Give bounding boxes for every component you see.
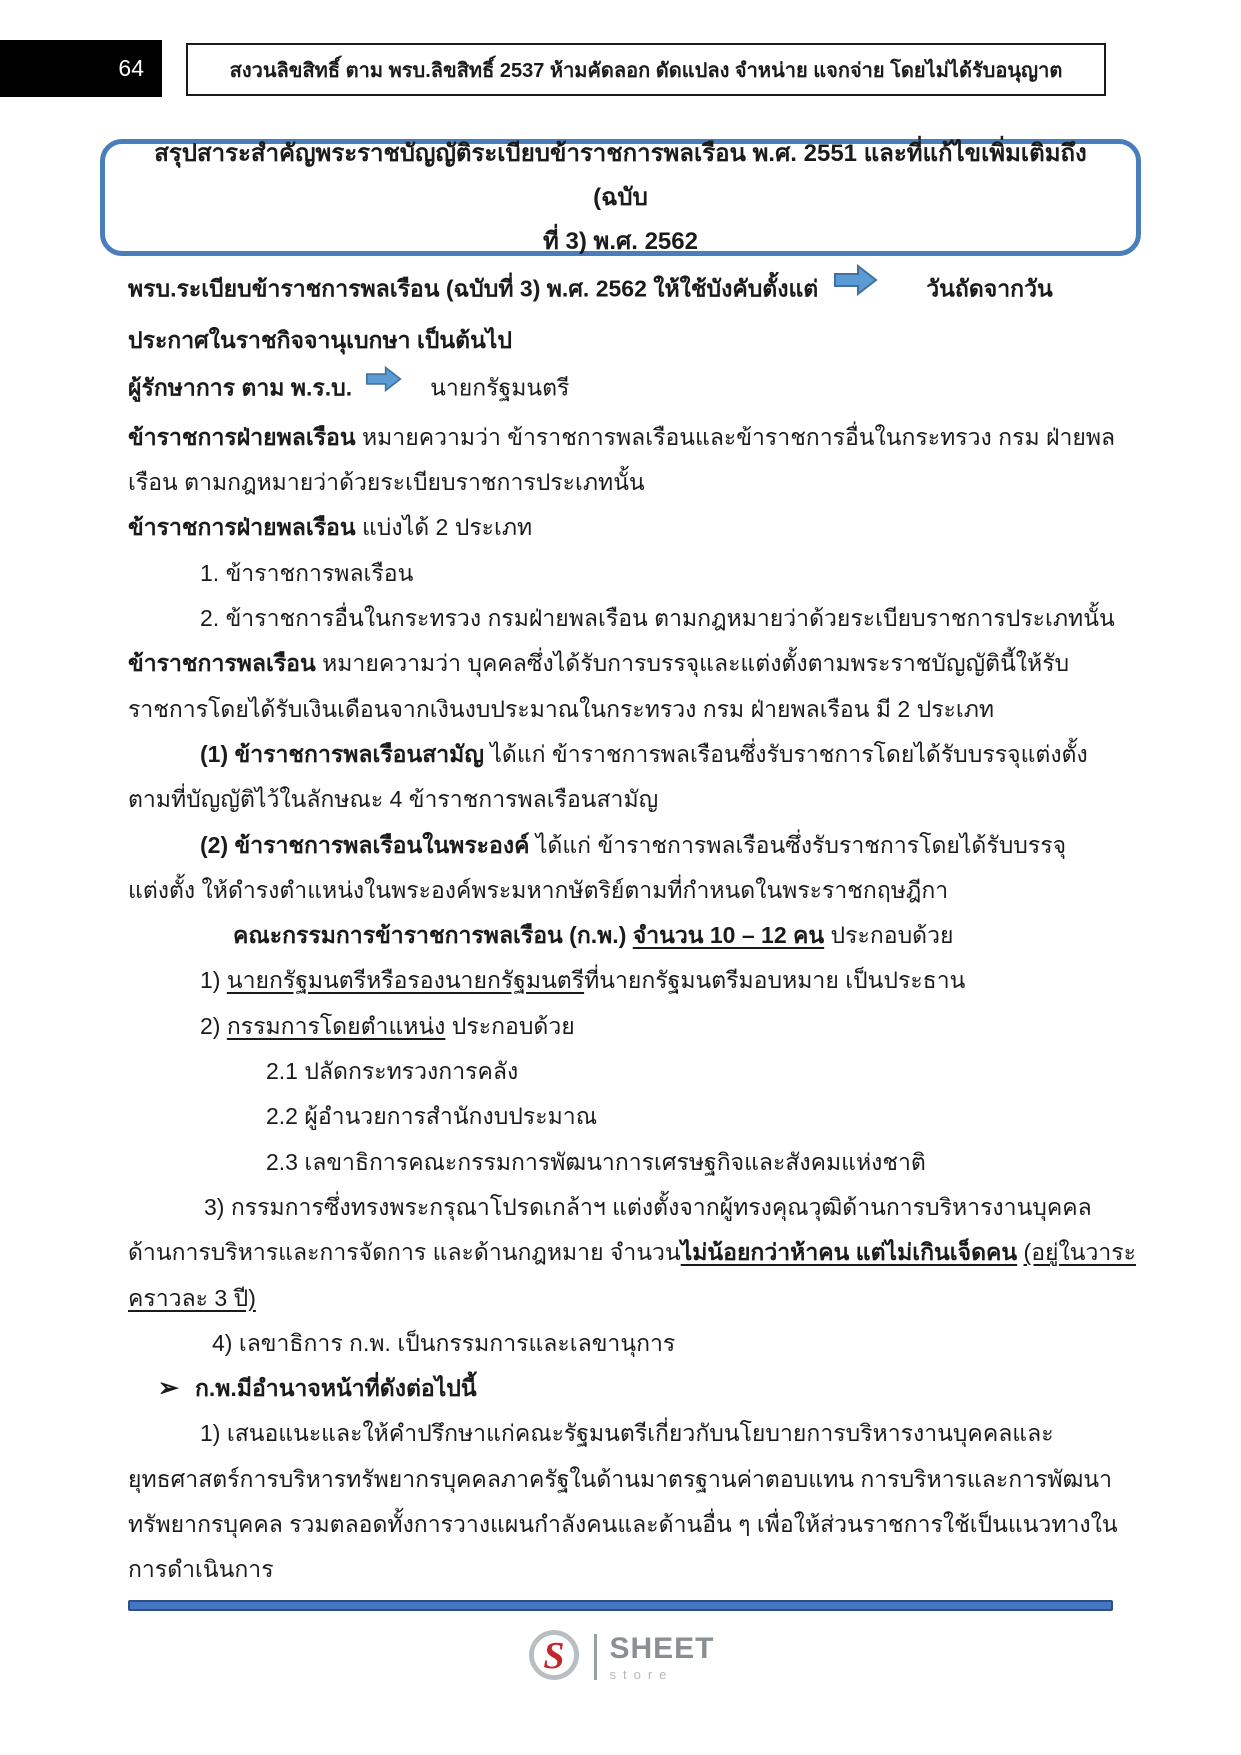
text-line: [128, 1004, 1118, 1049]
body-text: การดำเนินการ: [128, 1556, 274, 1583]
logo-subtitle: store: [609, 1666, 674, 1682]
text-line: [128, 687, 1118, 732]
logo-s-icon: [526, 1627, 582, 1688]
body-text: 3) กรรมการซึ่งทรงพระกรุณาโปรดเกล้าฯ แต่งตั้งจากผู้ทรงคุณวุฒิด้านการบริหารงานบุคคล: [204, 1193, 1092, 1220]
body-text: ข้าราชการพลเรือน: [128, 650, 316, 677]
body-text: แบ่งได้ 2 ประเภท: [355, 514, 533, 541]
body-text: คณะกรรมการข้าราชการพลเรือน (ก.พ.): [233, 922, 633, 949]
text-line: [128, 1502, 1118, 1547]
body-text: (2) ข้าราชการพลเรือนในพระองค์: [200, 831, 530, 858]
footer-divider: [128, 1600, 1113, 1611]
text-line: [128, 868, 1118, 913]
text-line: [128, 551, 1118, 596]
text-line: [128, 1140, 1118, 1185]
body-text: นายกรัฐมนตรี: [430, 374, 570, 401]
text-line: [128, 1049, 1118, 1094]
body-text: ประกอบด้วย: [824, 922, 954, 949]
body-text: 2.2 ผู้อำนวยการสำนักงบประมาณ: [266, 1103, 598, 1130]
body-text: 2.1 ปลัดกระทรวงการคลัง: [266, 1058, 519, 1085]
body-text: 4) เลขาธิการ ก.พ. เป็นกรรมการและเลขานุการ: [212, 1329, 676, 1356]
body-text: (อยู่ในวาระ: [1023, 1239, 1136, 1266]
body-text: ราชการโดยได้รับเงินเดือนจากเงินงบประมาณในกระทรวง กรม ฝ่ายพลเรือน มี 2 ประเภท: [128, 695, 995, 722]
body-text: 1. ข้าราชการพลเรือน: [200, 559, 414, 586]
body-text: (1) ข้าราชการพลเรือนสามัญ: [200, 740, 484, 767]
body-text: ข้าราชการฝ่ายพลเรือน: [128, 514, 356, 541]
body-text: จำนวน 10 – 12 คน: [632, 922, 825, 949]
text-line: [128, 596, 1118, 641]
text-line: [128, 1276, 1118, 1321]
text-line: [128, 364, 1118, 415]
text-line: [128, 1457, 1118, 1502]
body-text: แต่งตั้ง ให้ดำรงตำแหน่งในพระองค์พระมหากษัตริย์ตามที่กำหนดในพระราชกฤษฎีกา: [128, 876, 949, 903]
body-text: ตามที่บัญญัติไว้ในลักษณะ 4 ข้าราชการพลเรือนสามัญ: [128, 786, 659, 813]
title-box: [100, 139, 1141, 256]
body-text: ยุทธศาสตร์การบริหารทรัพยากรบุคคลภาครัฐในด้านมาตรฐานค่าตอบแทน การบริหารและการพัฒนา: [128, 1465, 1113, 1492]
page-number: [0, 40, 162, 97]
text-line: [128, 318, 1118, 363]
body-text: ทรัพยากรบุคคล รวมตลอดทั้งการวางแผนกำลังคนและด้านอื่น ๆ เพื่อให้ส่วนราชการใช้เป็นแนวทางใน: [128, 1511, 1118, 1538]
text-line: [128, 823, 1118, 868]
page-title-line2: ที่ 3) พ.ศ. 2562: [543, 227, 698, 255]
section-heading: ก.พ.มีอำนาจหน้าที่ดังต่อไปนี้: [194, 1375, 477, 1402]
text-line: [128, 641, 1118, 686]
body-text: พรบ.ระเบียบข้าราชการพลเรือน (ฉบับที่ 3) พ.ศ. 2562 ให้ใช้บังคับตั้งแต่: [128, 275, 819, 302]
document-body: [128, 263, 1136, 1593]
body-text: วันถัดจากวัน: [926, 275, 1053, 302]
body-text: 2): [200, 1012, 227, 1039]
text-line: [128, 1094, 1118, 1139]
body-text: ข้าราชการฝ่ายพลเรือน: [128, 423, 356, 450]
logo-divider: [594, 1634, 597, 1680]
copyright-text: สงวนลิขสิทธิ์ ตาม พรบ.ลิขสิทธิ์ 2537 ห้ามคัดลอก ดัดแปลง จำหน่าย แจกจ่าย โดยไม่ได้รับอนุญาต: [229, 59, 1063, 82]
logo-name: SHEET: [609, 1631, 715, 1665]
logo-text: [609, 1631, 715, 1682]
text-line: [128, 1185, 1118, 1230]
body-text: 1): [200, 967, 227, 994]
body-text: 2.3 เลขาธิการคณะกรรมการพัฒนาการเศรษฐกิจและสังคมแห่งชาติ: [266, 1148, 926, 1175]
body-text: ได้แก่ ข้าราชการพลเรือนซึ่งรับราชการโดยได้รับบรรจุแต่งตั้ง: [483, 740, 1088, 767]
body-text: ได้แก่ ข้าราชการพลเรือนซึ่งรับราชการโดยได้รับบรรจุ: [529, 831, 1067, 858]
body-text: ที่นายกรัฐมนตรีมอบหมาย เป็นประธาน: [584, 967, 966, 994]
text-line: [128, 958, 1118, 1003]
body-text: หมายความว่า บุคคลซึ่งได้รับการบรรจุและแต่งตั้งตามพระราชบัญญัตินี้ให้รับ: [315, 650, 1070, 677]
text-line: [128, 1321, 1118, 1366]
body-text: ประกอบด้วย: [445, 1012, 575, 1039]
text-line: [128, 732, 1118, 777]
arrow-right-icon: [366, 364, 402, 409]
text-line: [128, 505, 1118, 550]
text-line: [128, 1366, 1118, 1411]
body-text: ประกาศในราชกิจจานุเบกษา เป็นต้นไป: [128, 327, 512, 354]
bullet-arrow-icon: ➢: [158, 1374, 179, 1403]
page-title-line1: สรุปสาระสำคัญพระราชบัญญัติระเบียบข้าราชการพลเรือน พ.ศ. 2551 และที่แก้ไขเพิ่มเติมถึง (ฉบับ: [154, 139, 1087, 211]
text-line: [128, 913, 1118, 958]
svg-text:S: S: [543, 1634, 566, 1677]
text-line: [128, 777, 1118, 822]
body-text: 1) เสนอแนะและให้คำปรึกษาแก่คณะรัฐมนตรีเกี่ยวกับนโยบายการบริหารงานบุคคลและ: [200, 1420, 1054, 1447]
body-text: 2. ข้าราชการอื่นในกระทรวง กรมฝ่ายพลเรือน ตามกฎหมายว่าด้วยระเบียบราชการประเภทนั้น: [200, 605, 1115, 632]
body-text: กรรมการโดยตำแหน่ง: [226, 1012, 446, 1039]
copyright-box: [186, 43, 1106, 96]
page-number-label: 64: [118, 55, 144, 81]
body-text: ไม่น้อยกว่าห้าคน แต่ไม่เกินเจ็ดคน: [680, 1239, 1018, 1266]
body-text: นายกรัฐมนตรีหรือรองนายกรัฐมนตรี: [226, 967, 585, 994]
body-text: คราวละ 3 ปี): [128, 1284, 256, 1311]
body-text: ด้านการบริหารและการจัดการ และด้านกฎหมาย จำนวน: [128, 1239, 681, 1266]
text-line: [128, 1547, 1118, 1592]
text-line: [128, 1230, 1136, 1275]
text-line: [128, 460, 1118, 505]
body-text: ผู้รักษาการ ตาม พ.ร.บ.: [128, 374, 353, 401]
brand-logo: [0, 1622, 1241, 1692]
text-line: [128, 263, 1118, 318]
text-line: [128, 1411, 1118, 1456]
body-text: เรือน ตามกฎหมายว่าด้วยระเบียบราชการประเภทนั้น: [128, 469, 645, 496]
arrow-right-icon: [834, 263, 878, 312]
text-line: [128, 415, 1118, 460]
body-text: หมายความว่า ข้าราชการพลเรือนและข้าราชการอื่นในกระทรวง กรม ฝ่ายพล: [355, 423, 1116, 450]
